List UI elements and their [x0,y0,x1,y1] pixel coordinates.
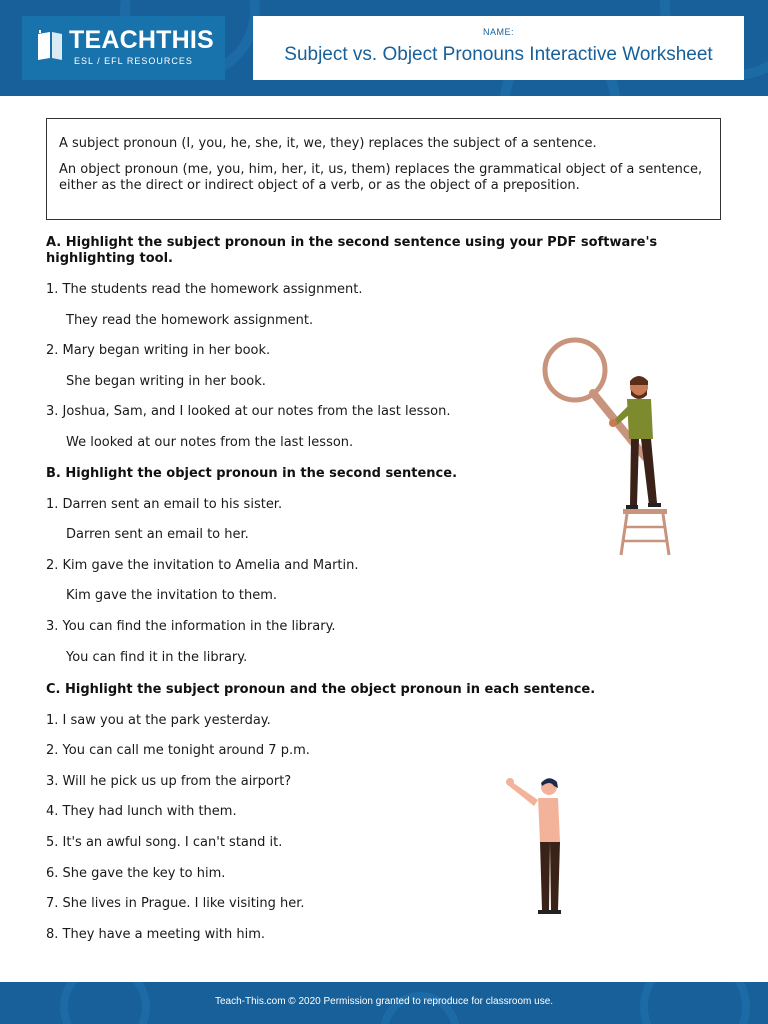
section-b-heading: B. Highlight the object pronoun in the second sentence. [46,466,458,481]
subject-definition: A subject pronoun (I, you, he, she, it, we, they) replaces the subject of a sentence. [59,136,597,151]
section-c-item-4[interactable]: 4. They had lunch with them. [46,804,237,819]
name-label: NAME: [482,27,514,37]
section-a-item-2-pronoun-sentence[interactable]: She began writing in her book. [66,374,266,389]
logo-subtitle: ESL / EFL RESOURCES [74,56,193,66]
section-a-item-2[interactable]: 2. Mary began writing in her book. [46,343,271,358]
section-c-heading: C. Highlight the subject pronoun and the object pronoun in each sentence. [46,682,596,697]
section-c-item-2[interactable]: 2. You can call me tonight around 7 p.m. [46,743,310,758]
footer-banner [0,982,768,1024]
section-a-item-1-pronoun-sentence[interactable]: They read the homework assignment. [66,313,314,328]
logo-title: TEACHTHIS [69,26,214,54]
pointing-man-illustration [500,770,580,920]
definition-box [46,118,721,220]
title-box [253,16,744,80]
magnifying-glass-man-illustration [535,335,675,560]
logo [22,16,225,80]
section-b-item-1-pronoun-sentence[interactable]: Darren sent an email to her. [66,527,249,542]
worksheet-title: Subject vs. Object Pronouns Interactive Worksheet [284,44,713,65]
section-b-item-3-pronoun-sentence[interactable]: You can find it in the library. [66,650,248,665]
section-b-item-1[interactable]: 1. Darren sent an email to his sister. [46,497,283,512]
section-c-item-6[interactable]: 6. She gave the key to him. [46,866,226,881]
section-b-item-2-pronoun-sentence[interactable]: Kim gave the invitation to them. [66,588,278,603]
section-a-item-3-pronoun-sentence[interactable]: We looked at our notes from the last lesson. [66,435,354,450]
section-b-item-2[interactable]: 2. Kim gave the invitation to Amelia and Martin. [46,558,359,573]
section-c-item-3[interactable]: 3. Will he pick us up from the airport? [46,774,292,789]
section-c-item-5[interactable]: 5. It's an awful song. I can't stand it. [46,835,283,850]
footer-copyright: Teach-This.com © 2020 Permission granted to reproduce for classroom use. [214,996,554,1007]
object-definition: An object pronoun (me, you, him, her, it, us, them) replaces the grammatical object of a sentence, either as the direct or indirect object of a verb, or as the object of a preposition. [59,161,703,193]
section-c-item-8[interactable]: 8. They have a meeting with him. [46,927,266,942]
header-banner [0,0,768,96]
section-a-item-1[interactable]: 1. The students read the homework assignment. [46,282,363,297]
book-icon [34,28,64,64]
section-c-item-7[interactable]: 7. She lives in Prague. I like visiting her. [46,896,305,911]
section-b-item-3[interactable]: 3. You can find the information in the library. [46,619,336,634]
section-a-heading: A. Highlight the subject pronoun in the second sentence using your PDF software's highlighting tool. [46,235,658,266]
section-c-item-1[interactable]: 1. I saw you at the park yesterday. [46,713,271,728]
section-a-item-3[interactable]: 3. Joshua, Sam, and I looked at our notes from the last lesson. [46,404,451,419]
